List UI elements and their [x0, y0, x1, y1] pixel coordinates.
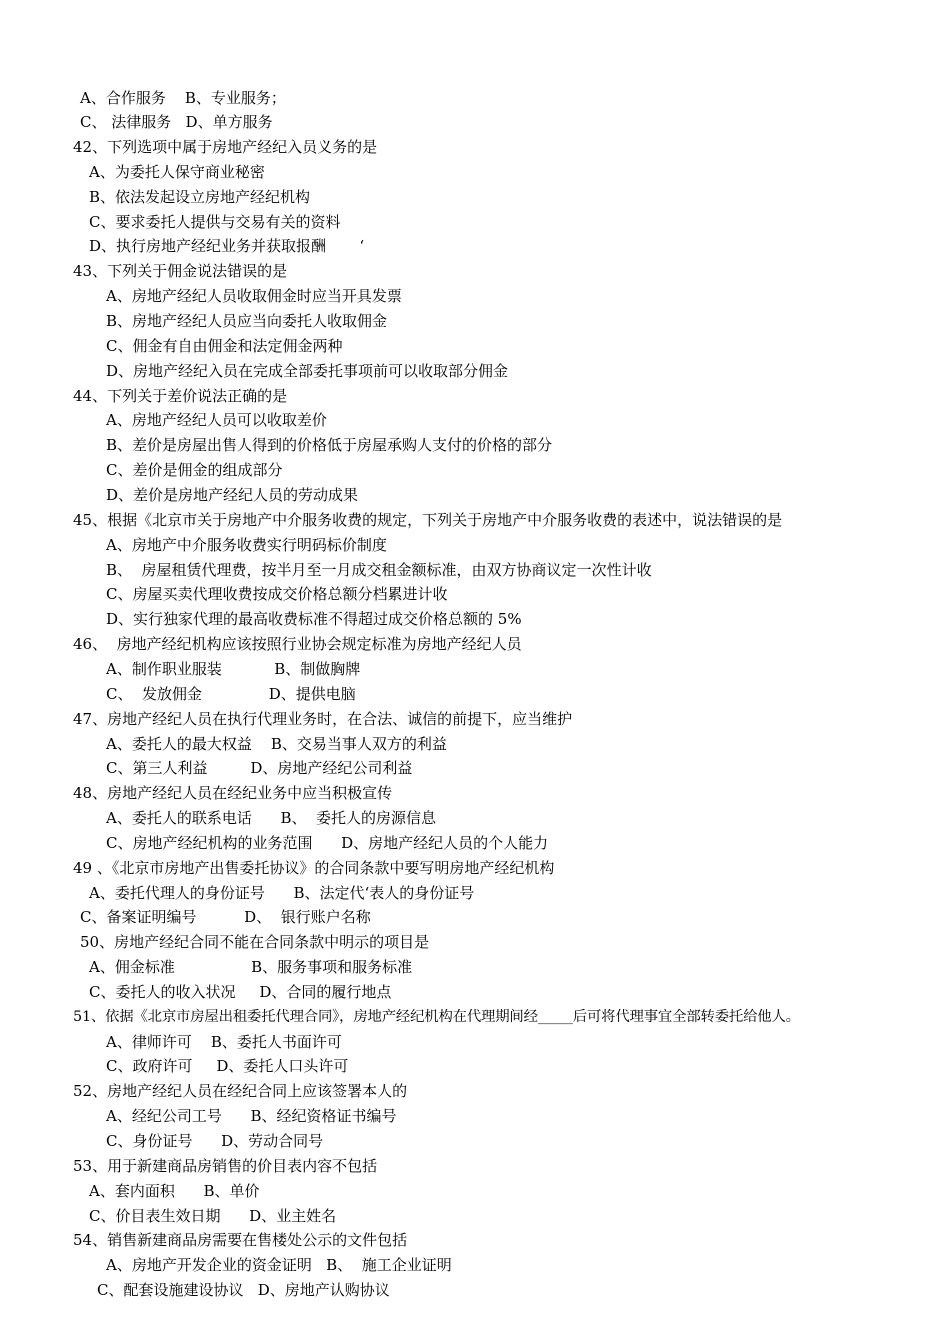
- option-45-d: D、实行独家代理的最高收费标准不得超过成交价格总额的 5%: [106, 610, 522, 628]
- option-42-d: D、执行房地产经纪业务并获取报酬 ‘: [89, 237, 365, 255]
- option-53-cd: C、价目表生效日期 D、业主姓名: [89, 1207, 337, 1225]
- option-49-cd: C、备案证明编号 D、 银行账户名称: [80, 908, 371, 926]
- option-44-c: C、差价是佣金的组成部分: [106, 461, 283, 479]
- option-49-ab: A、委托代理人的身份证号 B、法定代‘表人的身份证号: [89, 884, 475, 902]
- option-50-ab: A、佣金标准 B、服务事项和服务标准: [89, 958, 413, 976]
- option-52-cd: C、身份证号 D、劳动合同号: [106, 1132, 324, 1150]
- option-53-ab: A、套内面积 B、单价: [89, 1182, 260, 1200]
- option-45-b: B、 房屋租赁代理费，按半月至一月成交租金额标准，由双方协商议定一次性计收: [106, 561, 652, 579]
- option-44-b: B、差价是房屋出售人得到的价格低于房屋承购人支付的价格的部分: [106, 436, 553, 454]
- question-46: 46、 房地产经纪机构应该按照行业协会规定标准为房地产经纪人员: [73, 635, 522, 653]
- question-52: 52、房地产经纪人员在经纪合同上应该签署本人的: [73, 1082, 408, 1100]
- question-47: 47、房地产经纪人员在执行代理业务时，在合法、诚信的前提下，应当维护: [73, 710, 573, 728]
- option-51-cd: C、政府许可 D、委托人口头许可: [106, 1057, 349, 1075]
- option-42-c: C、要求委托人提供与交易有关的资料: [89, 213, 341, 231]
- option-48-cd: C、房地产经纪机构的业务范围 D、房地产经纪人员的个人能力: [106, 834, 549, 852]
- option-50-cd: C、委托人的收入状况 D、合同的履行地点: [89, 983, 392, 1001]
- question-45: 45、根据《北京市关于房地产中介服务收费的规定，下列关于房地产中介服务收费的表述中，说法错误的是: [73, 511, 783, 529]
- option-46-cd: C、 发放佣金 D、提供电脑: [106, 685, 356, 703]
- option-line-41-ab: A、合作服务 B、专业服务；: [80, 89, 286, 107]
- option-43-a: A、房地产经纪人员收取佣金时应当开具发票: [106, 287, 402, 305]
- option-48-ab: A、委托人的联系电话 B、 委托人的房源信息: [106, 809, 437, 827]
- option-line-41-cd: C、 法律服务 D、单方服务: [80, 113, 273, 131]
- option-47-cd: C、第三人利益 D、房地产经纪公司利益: [106, 759, 413, 777]
- option-44-a: A、房地产经纪人员可以收取差价: [106, 411, 327, 429]
- option-45-a: A、房地产中介服务收费实行明码标价制度: [106, 536, 387, 554]
- question-44: 44、下列关于差价说法正确的是: [73, 387, 288, 405]
- option-51-ab: A、律师许可 B、委托人书面许可: [106, 1033, 342, 1051]
- option-42-a: A、为委托人保守商业秘密: [89, 163, 265, 181]
- question-42: 42、下列选项中属于房地产经纪入员义务的是: [73, 138, 378, 156]
- option-43-d: D、房地产经纪入员在完成全部委托事项前可以收取部分佣金: [106, 362, 509, 380]
- option-47-ab: A、委托人的最大权益 B、交易当事人双方的利益: [106, 735, 447, 753]
- option-43-b: B、房地产经纪人员应当向委托人收取佣金: [106, 312, 388, 330]
- option-45-c: C、房屋买卖代理收费按成交价格总额分档累进计收: [106, 585, 448, 603]
- option-54-cd: C、配套设施建设协议 D、房地产认购协议: [97, 1281, 390, 1299]
- option-44-d: D、差价是房地产经纪人员的劳动成果: [106, 486, 359, 504]
- option-46-ab: A、制作职业服装 B、制做胸牌: [106, 660, 361, 678]
- option-52-ab: A、经纪公司工号 B、经纪资格证书编号: [106, 1107, 397, 1125]
- question-51: 51、依据《北京市房屋出租委托代理合同》，房地产经纪机构在代理期间经_____后可将代理事宜全部转委托给他人。: [73, 1009, 800, 1025]
- question-50: 50、房地产经纪合同不能在合同条款中明示的项目是: [80, 933, 430, 951]
- question-49: 49 、《北京市房地产出售委托协议》的合同条款中要写明房地产经纪机构: [73, 859, 555, 877]
- option-42-b: B、依法发起设立房地产经纪机构: [89, 188, 311, 206]
- question-54: 54、销售新建商品房需要在售楼处公示的文件包括: [73, 1231, 408, 1249]
- question-53: 53、用于新建商品房销售的价目表内容不包括: [73, 1157, 378, 1175]
- option-54-ab: A、房地产开发企业的资金证明 B、 施工企业证明: [106, 1256, 452, 1274]
- question-48: 48、房地产经纪人员在经纪业务中应当积极宣传: [73, 784, 393, 802]
- option-43-c: C、佣金有自由佣金和法定佣金两种: [106, 337, 343, 355]
- question-43: 43、下列关于佣金说法错误的是: [73, 262, 288, 280]
